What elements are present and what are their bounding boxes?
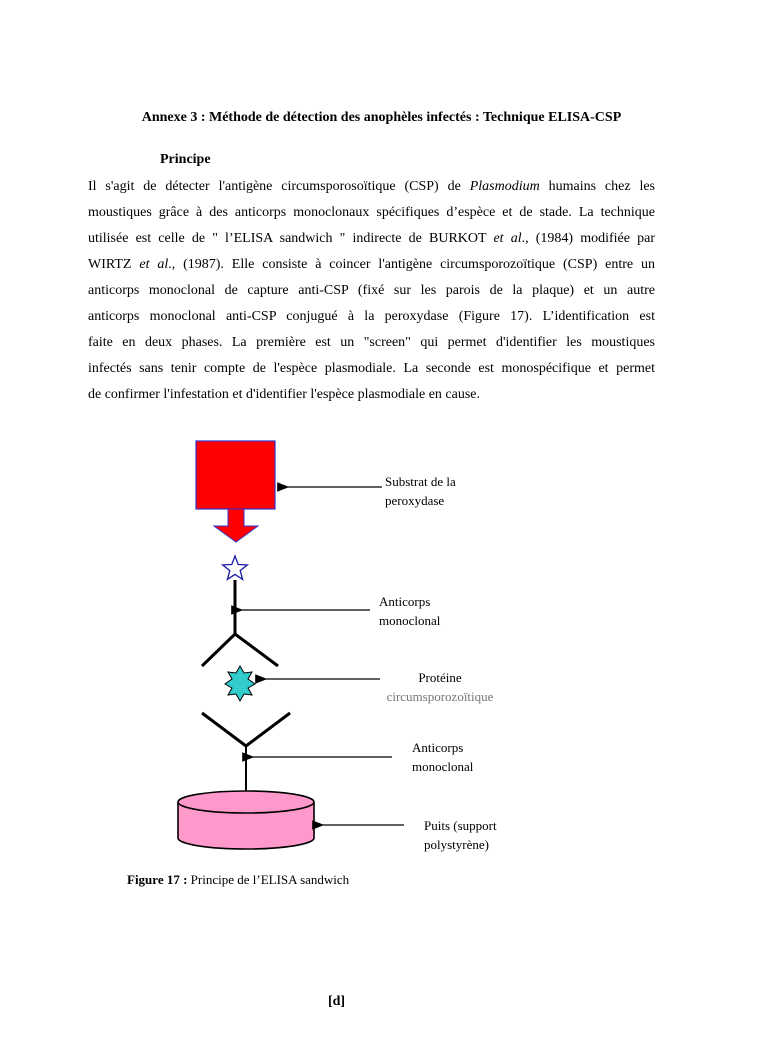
elisa-sandwich-figure: [160, 430, 520, 870]
protein-burst: [225, 666, 255, 701]
substrate-box: [196, 441, 275, 509]
substrate-arrow: [214, 509, 258, 542]
enzyme-star-icon: [223, 556, 248, 579]
paragraph-line: WIRTZ et al., (1987). Elle consiste à coincer l'antigène circumsporozoïtique (CSP) entre un: [88, 257, 655, 272]
page-title: Annexe 3 : Méthode de détection des anophèles infectés : Technique ELISA-CSP: [141, 110, 622, 125]
paragraph-line: Il s'agit de détecter l'antigène circumsporosoïtique (CSP) de Plasmodium humains chez les: [88, 179, 655, 194]
paragraph-line: faite en deux phases. La première est un "screen" qui permet d'identifier les moustiques: [88, 335, 655, 350]
label-anticorps-top: Anticorps monoclonal: [379, 594, 441, 628]
label-anticorps-bottom: Anticorps monoclonal: [412, 740, 474, 774]
elisa-diagram: [160, 430, 520, 870]
label-substrat: Substrat de la peroxydase: [385, 474, 456, 508]
label-puits: Puits (support polystyrène): [424, 818, 497, 852]
paragraph-line: infectés sans tenir compte de l'espèce plasmodiale. La seconde est monospécifique et permet: [88, 361, 655, 376]
figure-caption: [127, 872, 349, 888]
caption-text: Principe de l’ELISA sandwich: [187, 872, 350, 887]
paragraph-line: moustiques grâce à des anticorps monoclonaux spécifiques d’espèce et de stade. La technique: [88, 205, 655, 220]
label-proteine: Protéine circumsporozoïtique: [386, 670, 494, 704]
body-paragraph: [88, 174, 655, 408]
caption-label: Figure 17 :: [127, 872, 188, 887]
paragraph-line: de confirmer l'infestation et d'identifier l'espèce plasmodiale en cause.: [88, 387, 481, 402]
page-number: [d]: [327, 994, 346, 1009]
section-heading: Principe: [160, 152, 211, 167]
paragraph-line: anticorps monoclonal de capture anti-CSP (fixé sur les parois de la plaque) et un autre: [88, 283, 655, 298]
paragraph-line: anticorps monoclonal anti-CSP conjugué à la peroxydase (Figure 17). L’identification est: [88, 309, 655, 324]
paragraph-line: utilisée est celle de " l’ELISA sandwich " indirecte de BURKOT et al., (1984) modifiée par: [88, 231, 655, 246]
